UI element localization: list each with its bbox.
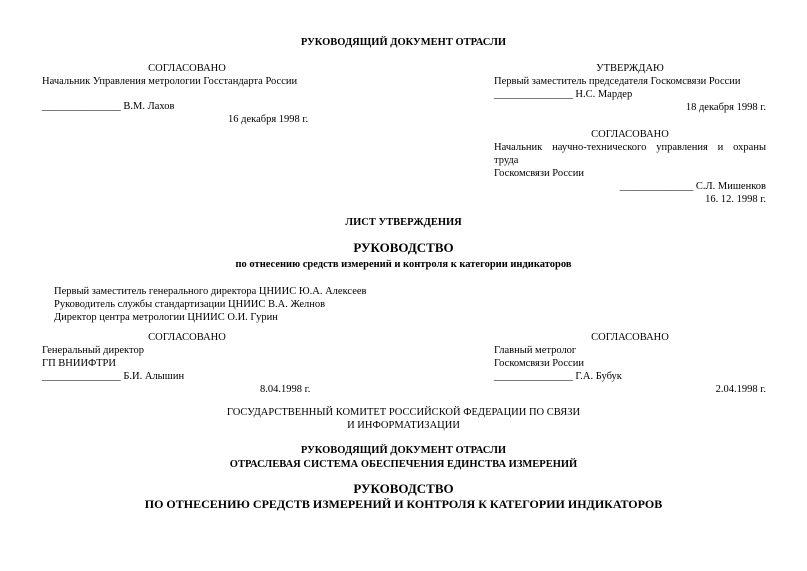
approval-date: 16 декабря 1998 г.	[228, 114, 309, 125]
signature-row	[494, 180, 766, 193]
approval-position: Начальник научно-технического управления и охраны	[494, 142, 766, 153]
signature-row	[494, 88, 766, 101]
signature-row	[42, 100, 332, 113]
guide-title: РУКОВОДСТВО	[353, 240, 454, 255]
signer-name: С.Л. Мишенков	[695, 181, 766, 192]
approval-date: 18 декабря 1998 г.	[685, 102, 766, 113]
signature-line: _______________	[42, 371, 121, 382]
signature-line: ______________	[619, 181, 694, 192]
approval-block-top-right	[494, 62, 766, 114]
approval-position: Начальник Управления метрологии Госстандарта России	[42, 76, 298, 87]
document-header: РУКОВОДЯЩИЙ ДОКУМЕНТ ОТРАСЛИ	[300, 37, 507, 48]
approval-organization: Госкомсвязи России	[494, 168, 584, 179]
approval-organization: Госкомсвязи России	[494, 358, 584, 369]
approval-caption: СОГЛАСОВАНО	[591, 129, 669, 140]
signature-row	[42, 370, 332, 383]
committee-line: И ИНФОРМАТИЗАЦИИ	[347, 420, 460, 431]
signer-name: Б.И. Алышин	[123, 371, 185, 382]
approval-block-top-left	[42, 62, 332, 126]
approval-position-cont: труда	[494, 155, 519, 166]
signatory-line: Первый заместитель генерального директора ЦНИИС Ю.А. Алексеев	[54, 286, 367, 297]
final-subtitle: ПО ОТНЕСЕНИЮ СРЕДСТВ ИЗМЕРЕНИЙ И КОНТРОЛЯ К КАТЕГОРИИ ИНДИКАТОРОВ	[144, 497, 663, 511]
approval-block-mid-right	[494, 128, 766, 206]
signer-name: Г.А. Бубук	[575, 371, 622, 382]
approval-block-bottom-left	[42, 331, 332, 396]
signature-line: _______________	[42, 101, 121, 112]
approval-position: Генеральный директор	[42, 345, 144, 356]
sheet-title: ЛИСТ УТВЕРЖДЕНИЯ	[345, 217, 462, 228]
signature-row	[494, 370, 766, 383]
committee-name	[0, 406, 807, 432]
approval-position: Главный метролог	[494, 345, 577, 356]
signature-line: _______________	[494, 89, 573, 100]
committee-line: ГОСУДАРСТВЕННЫЙ КОМИТЕТ РОССИЙСКОЙ ФЕДЕРАЦИИ ПО СВЯЗИ	[226, 407, 581, 418]
system-name: ОТРАСЛЕВАЯ СИСТЕМА ОБЕСПЕЧЕНИЯ ЕДИНСТВА ИЗМЕРЕНИЙ	[229, 459, 578, 470]
approval-date: 2.04.1998 г.	[715, 384, 766, 395]
guide-subtitle: по отнесению средств измерений и контроля к категории индикаторов	[235, 259, 572, 270]
signer-name: Н.С. Мардер	[575, 89, 633, 100]
signer-name: В.М. Лахов	[123, 101, 175, 112]
approval-date: 8.04.1998 г.	[260, 384, 311, 395]
approval-position: Первый заместитель председателя Госкомсвязи России	[494, 76, 741, 87]
signatory-line: Руководитель службы стандартизации ЦНИИС В.А. Желнов	[54, 299, 326, 310]
approval-caption: СОГЛАСОВАНО	[148, 332, 226, 343]
approval-caption: СОГЛАСОВАНО	[591, 332, 669, 343]
final-title: РУКОВОДСТВО	[353, 481, 454, 496]
approval-caption: СОГЛАСОВАНО	[148, 63, 226, 74]
approval-date: 16. 12. 1998 г.	[705, 194, 766, 205]
signatories-list	[54, 285, 367, 324]
doc-type: РУКОВОДЯЩИЙ ДОКУМЕНТ ОТРАСЛИ	[300, 445, 507, 456]
signature-line: _______________	[494, 371, 573, 382]
signatory-line: Директор центра метрологии ЦНИИС О.И. Гурин	[54, 312, 278, 323]
approval-block-bottom-right	[494, 331, 766, 396]
approval-organization: ГП ВНИИФТРИ	[42, 358, 116, 369]
approval-caption: УТВЕРЖДАЮ	[596, 63, 664, 74]
